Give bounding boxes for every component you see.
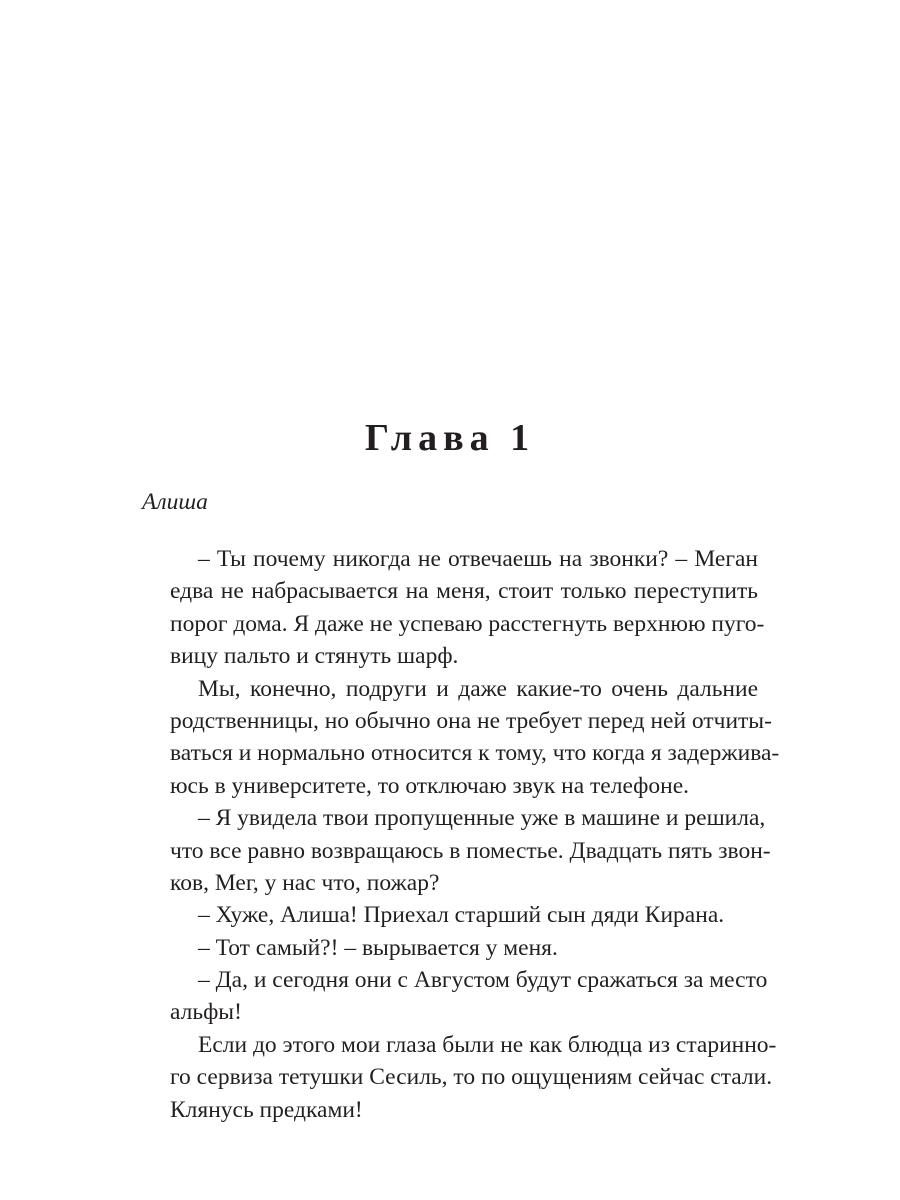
paragraph-1 bbox=[142, 543, 765, 673]
text-line: – Тот самый?! – вырывается у меня. bbox=[198, 934, 558, 961]
text-line: Клянусь предками! bbox=[170, 1096, 363, 1123]
text-line: родственницы, но обычно она не требует перед ней отчиты- bbox=[170, 707, 772, 734]
paragraph-4 bbox=[142, 899, 758, 931]
text-line: порог дома. Я даже не успеваю расстегнуть верхнюю пуго- bbox=[170, 610, 765, 637]
paragraph-7 bbox=[142, 1029, 777, 1126]
text-line: го сервиза тетушки Сесиль, то по ощущениям сейчас стали. bbox=[170, 1064, 773, 1091]
text-line: – Хуже, Алиша! Приехал старший сын дяди Кирана. bbox=[198, 902, 725, 929]
text-line: ваться и нормально относится к тому, что когда я задержива- bbox=[170, 740, 780, 767]
text-line: Если до этого мои глаза были не как блюдца из старинно- bbox=[198, 1031, 777, 1058]
paragraph-3 bbox=[142, 802, 771, 899]
text-line: вицу пальто и стянуть шарф. bbox=[170, 643, 459, 670]
text-line: что все равно возвращаюсь в поместье. Двадцать пять звон- bbox=[170, 837, 771, 864]
text-line: Мы, конечно, подруги и даже какие-то очень дальние bbox=[198, 675, 758, 702]
text-line: – Я увидела твои пропущенные уже в машине и решила, bbox=[198, 805, 766, 832]
paragraph-6 bbox=[142, 964, 768, 1029]
text-line: альфы! bbox=[170, 999, 242, 1026]
paragraph-2 bbox=[142, 673, 780, 803]
text-line: едва не набрасывается на меня, стоит только переступить bbox=[170, 578, 758, 605]
chapter-text bbox=[142, 480, 780, 1126]
text-line: юсь в университете, то отключаю звук на телефоне. bbox=[170, 772, 690, 799]
text-line: ков, Мег, у нас что, пожар? bbox=[170, 869, 440, 896]
paragraph-5 bbox=[142, 932, 758, 964]
chapter-title: Глава 1 bbox=[364, 417, 536, 459]
pov-character-name: Алиша bbox=[142, 489, 208, 515]
text-line: – Ты почему никогда не отвечаешь на звонки? – Меган bbox=[198, 546, 758, 572]
text-line: – Да, и сегодня они с Августом будут сражаться за место bbox=[198, 967, 768, 994]
